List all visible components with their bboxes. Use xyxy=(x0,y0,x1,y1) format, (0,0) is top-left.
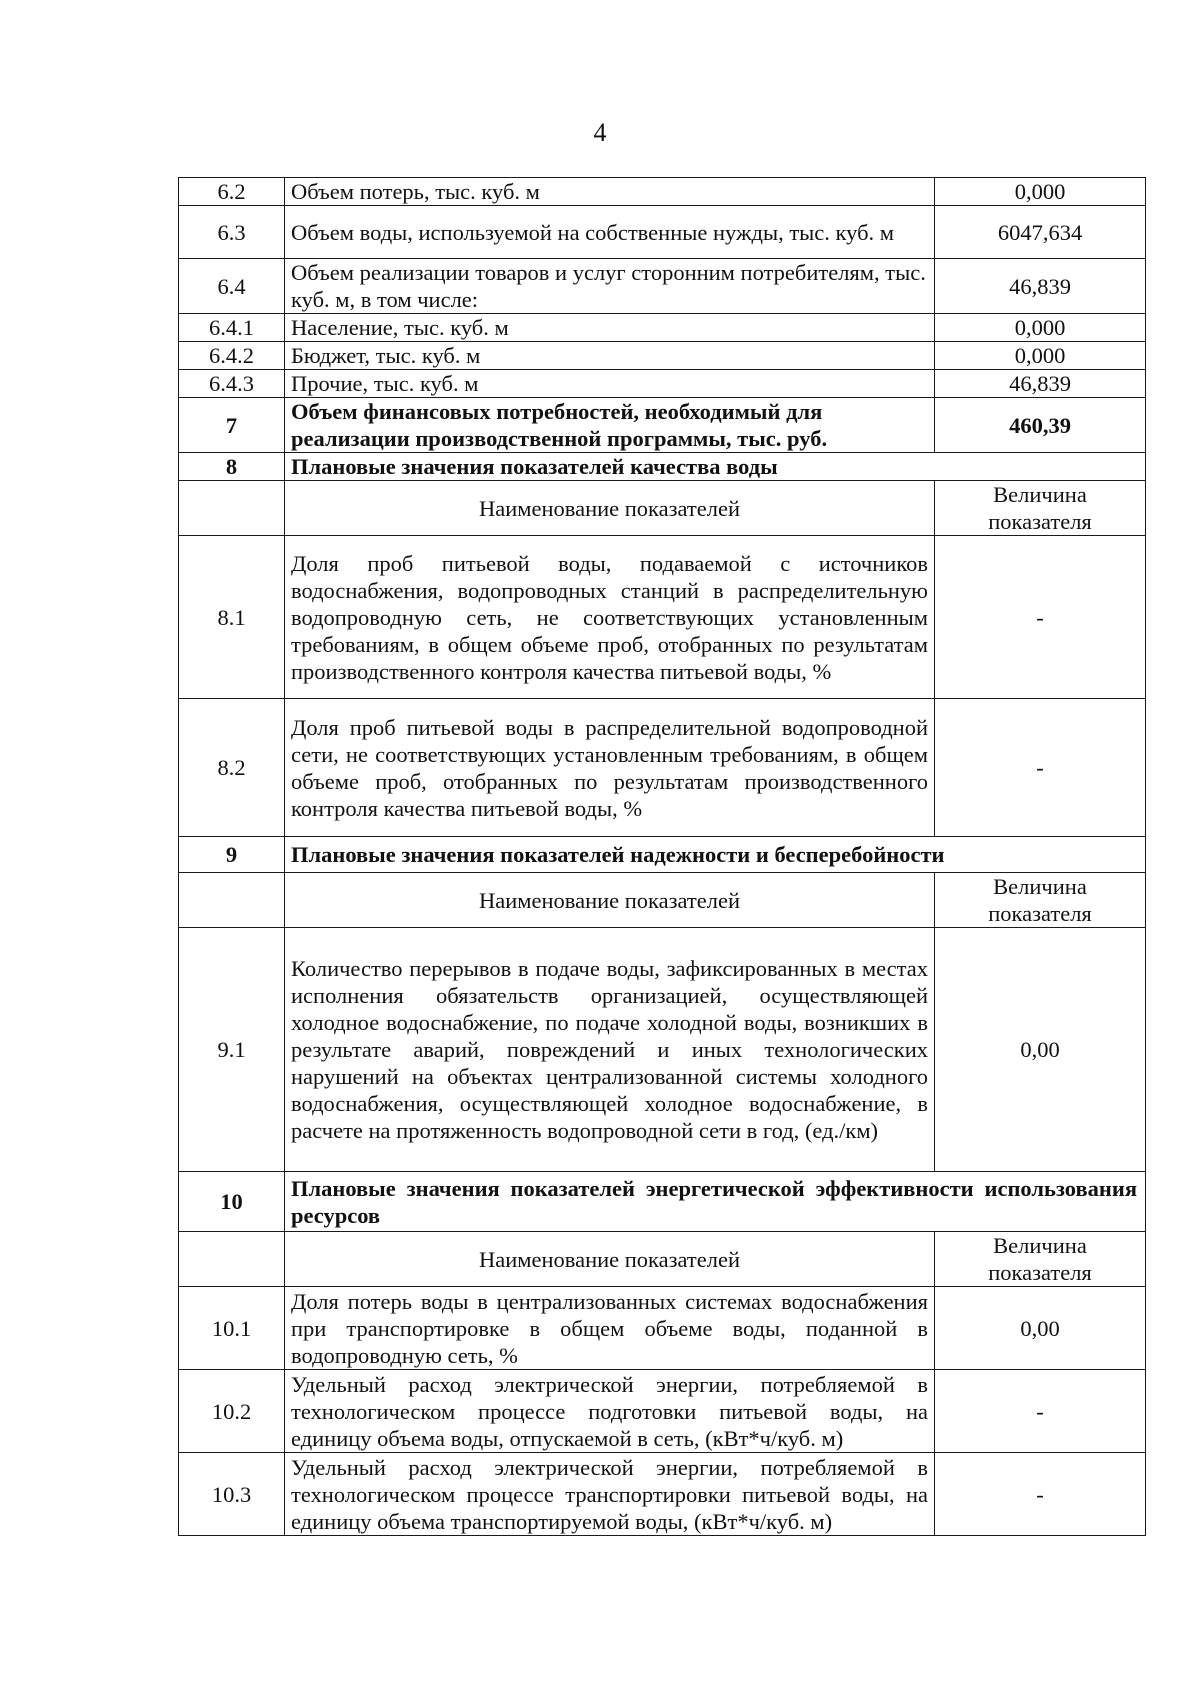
table-row xyxy=(179,370,1146,398)
column-header-row xyxy=(179,1232,1146,1287)
section-title: Плановые значения показателей качества воды xyxy=(285,453,1146,481)
indicator-value: 0,00 xyxy=(935,1287,1146,1370)
indicator-value: 6047,634 xyxy=(935,206,1146,259)
section-title: Плановые значения показателей надежности и бесперебойности xyxy=(285,837,1146,873)
page-number: 4 xyxy=(593,118,607,147)
indicator-name: Доля проб питьевой воды в распределительной водопроводной сети, не соответствующих установленным требованиям, в общем объеме проб, отобранных по результатам производственного контроля качества питьевой воды, % xyxy=(285,699,935,837)
table-row xyxy=(179,259,1146,314)
indicator-name: Население, тыс. куб. м xyxy=(285,314,935,342)
indicator-value: - xyxy=(935,536,1146,699)
row-number: 10.1 xyxy=(179,1287,285,1370)
column-header-value: Величина показателя xyxy=(935,481,1146,536)
indicator-name: Бюджет, тыс. куб. м xyxy=(285,342,935,370)
table-row xyxy=(179,1370,1146,1453)
indicator-value: 460,39 xyxy=(935,398,1146,453)
table-row xyxy=(179,1453,1146,1536)
indicator-value: 0,000 xyxy=(935,342,1146,370)
empty-cell xyxy=(179,873,285,928)
column-header-name: Наименование показателей xyxy=(285,481,935,536)
table-row xyxy=(179,536,1146,699)
row-number: 6.4.3 xyxy=(179,370,285,398)
table-row xyxy=(179,206,1146,259)
table-row xyxy=(179,342,1146,370)
indicator-name: Доля проб питьевой воды, подаваемой с источников водоснабжения, водопроводных станций в распределительную водопроводную сеть, не соответствующих установленным требованиям, в общем объеме проб, отобранных по результатам производственного контроля качества питьевой воды, % xyxy=(285,536,935,699)
indicator-name: Объем потерь, тыс. куб. м xyxy=(285,178,935,206)
indicator-value: 46,839 xyxy=(935,370,1146,398)
table-row-financial-needs xyxy=(179,398,1146,453)
row-number: 6.2 xyxy=(179,178,285,206)
indicator-value: 0,000 xyxy=(935,314,1146,342)
table-row xyxy=(179,178,1146,206)
column-header-row xyxy=(179,873,1146,928)
indicator-name: Доля потерь воды в централизованных системах водоснабжения при транспортировке в общем объеме воды, поданной в водопроводную сеть, % xyxy=(285,1287,935,1370)
indicator-name: Удельный расход электрической энергии, потребляемой в технологическом процессе транспортировки питьевой воды, на единицу объема транспортируемой воды, (кВт*ч/куб. м) xyxy=(285,1453,935,1536)
row-number: 8.1 xyxy=(179,536,285,699)
row-number: 6.3 xyxy=(179,206,285,259)
row-number: 8.2 xyxy=(179,699,285,837)
row-number: 7 xyxy=(179,398,285,453)
indicator-name: Объем финансовых потребностей, необходимый для реализации производственной программы, тыс. руб. xyxy=(285,398,935,453)
table-row xyxy=(179,699,1146,837)
indicator-name: Объем реализации товаров и услуг сторонним потребителям, тыс. куб. м, в том числе: xyxy=(285,259,935,314)
row-number: 6.4.1 xyxy=(179,314,285,342)
row-number: 6.4 xyxy=(179,259,285,314)
section-heading-row xyxy=(179,1172,1146,1232)
column-header-name: Наименование показателей xyxy=(285,1232,935,1287)
indicator-value: - xyxy=(935,699,1146,837)
column-header-name: Наименование показателей xyxy=(285,873,935,928)
indicator-value: 0,00 xyxy=(935,928,1146,1172)
row-number: 9.1 xyxy=(179,928,285,1172)
table-row xyxy=(179,928,1146,1172)
indicator-value: 46,839 xyxy=(935,259,1146,314)
empty-cell xyxy=(179,1232,285,1287)
indicator-name: Удельный расход электрической энергии, потребляемой в технологическом процессе подготовки питьевой воды, на единицу объема воды, отпускаемой в сеть, (кВт*ч/куб. м) xyxy=(285,1370,935,1453)
column-header-value: Величина показателя xyxy=(935,873,1146,928)
section-heading-row xyxy=(179,453,1146,481)
indicator-name: Прочие, тыс. куб. м xyxy=(285,370,935,398)
row-number: 10.2 xyxy=(179,1370,285,1453)
indicator-name: Объем воды, используемой на собственные нужды, тыс. куб. м xyxy=(285,206,935,259)
indicator-value: - xyxy=(935,1370,1146,1453)
section-number: 8 xyxy=(179,453,285,481)
row-number: 6.4.2 xyxy=(179,342,285,370)
section-title: Плановые значения показателей энергетической эффективности использования ресурсов xyxy=(285,1172,1146,1232)
indicators-table-container xyxy=(178,177,1145,1536)
indicator-value: 0,000 xyxy=(935,178,1146,206)
section-heading-row xyxy=(179,837,1146,873)
indicators-table xyxy=(178,177,1146,1536)
indicator-value: - xyxy=(935,1453,1146,1536)
column-header-value: Величина показателя xyxy=(935,1232,1146,1287)
column-header-row xyxy=(179,481,1146,536)
table-row xyxy=(179,314,1146,342)
indicator-name: Количество перерывов в подаче воды, зафиксированных в местах исполнения обязательств организацией, осуществляющей холодное водоснабжение, по подаче холодной воды, возникших в результате аварий, повреждений и иных технологических нарушений на объектах централизованной системы холодного водоснабжения, осуществляющей холодное водоснабжение, в расчете на протяженность водопроводной сети в год, (ед./км) xyxy=(285,928,935,1172)
row-number: 10.3 xyxy=(179,1453,285,1536)
empty-cell xyxy=(179,481,285,536)
table-row xyxy=(179,1287,1146,1370)
section-number: 10 xyxy=(179,1172,285,1232)
section-number: 9 xyxy=(179,837,285,873)
